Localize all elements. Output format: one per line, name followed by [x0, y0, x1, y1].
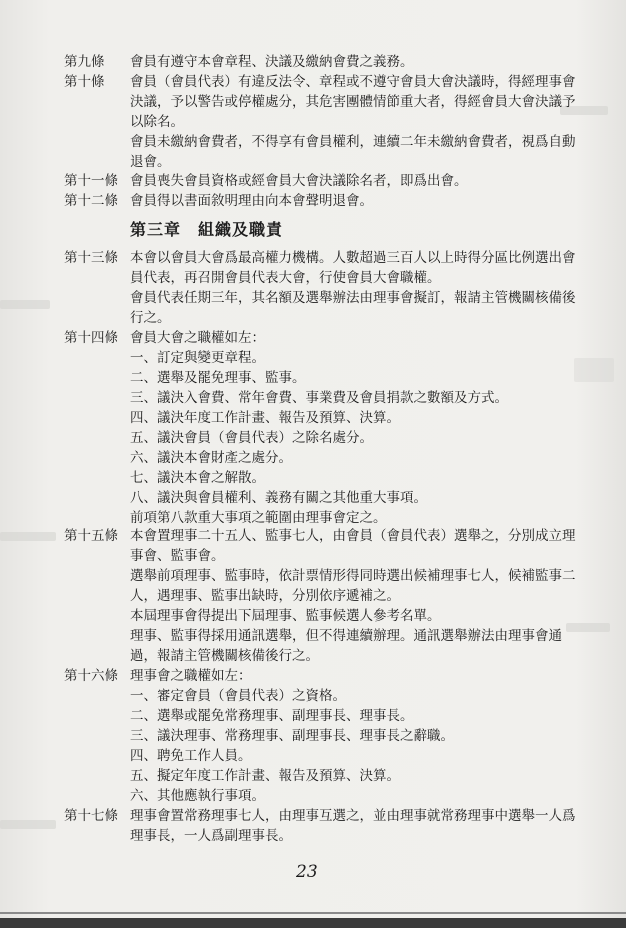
article-text: 會員喪失會員資格或經會員大會決議除名者，即爲出會。 [130, 173, 468, 189]
bleed-through-mark [0, 820, 56, 829]
article-text: 理事會置常務理事七人，由理事互選之，並由理事就常務理事中選舉一人爲理事長，一人爲副理事長。 [130, 808, 576, 844]
list-item: 八、議決與會員權利、義務有關之其他重大事項。 [130, 490, 427, 506]
list-item: 三、議決入會費、常年會費、事業費及會員捐款之數額及方式。 [130, 390, 508, 406]
article-9 [64, 52, 584, 72]
article-label: 第十二條 [64, 193, 118, 209]
page-number: 23 [296, 862, 318, 882]
article-11 [64, 171, 584, 191]
bleed-through-mark [0, 300, 50, 309]
article-label: 第十條 [64, 74, 105, 90]
article-text: 會員（會員代表）有違反法令、章程或不遵守會員大會決議時，得經理事會決議，予以警告或停權處分，其危害團體情節重大者，得經會員大會決議予以除名。 [130, 74, 576, 130]
article-text: 前項第八款重大事項之範圍由理事會定之。 [130, 510, 387, 526]
list-item: 二、選舉或罷免常務理事、副理事長、理事長。 [130, 708, 414, 724]
article-10 [64, 72, 584, 172]
list-item: 五、議決會員（會員代表）之除名處分。 [130, 430, 373, 446]
article-text: 選舉前項理事、監事時，依計票情形得同時選出候補理事七人，候補監事二人，遇理事、監事出缺時，分別依序遞補之。 [130, 568, 576, 604]
list-item: 七、議決本會之解散。 [130, 470, 265, 486]
page-bottom-rule [0, 912, 626, 914]
article-15 [64, 526, 584, 666]
list-item: 六、議決本會財產之處分。 [130, 450, 292, 466]
article-label: 第九條 [64, 54, 105, 70]
list-item: 二、選舉及罷免理事、監事。 [130, 370, 306, 386]
list-item: 四、聘免工作人員。 [130, 748, 252, 764]
article-text: 會員代表任期三年，其名額及選舉辦法由理事會擬訂，報請主管機關核備後行之。 [130, 290, 576, 326]
article-text: 本屆理事會得提出下屆理事、監事候選人參考名單。 [130, 608, 441, 624]
bleed-through-mark [0, 532, 56, 541]
list-item: 四、議決年度工作計畫、報告及預算、決算。 [130, 410, 400, 426]
list-item: 一、訂定與變更章程。 [130, 350, 265, 366]
chapter-heading: 第三章 組織及職責 [130, 220, 284, 239]
article-text: 會員有遵守本會章程、決議及繳納會費之義務。 [130, 54, 414, 70]
article-label: 第十五條 [64, 528, 118, 544]
article-label: 第十六條 [64, 668, 118, 684]
article-text: 會員大會之職權如左： [130, 330, 265, 346]
article-14 [64, 328, 584, 528]
article-text: 本會以會員大會爲最高權力機構。人數超過三百人以上時得分區比例選出會員代表，再召開會員代表大會，行使會員大會職權。 [130, 250, 576, 286]
article-label: 第十一條 [64, 173, 118, 189]
article-text: 會員得以書面敘明理由向本會聲明退會。 [130, 193, 373, 209]
list-item: 一、審定會員（會員代表）之資格。 [130, 688, 346, 704]
list-item: 五、擬定年度工作計畫、報告及預算、決算。 [130, 768, 400, 784]
article-text: 會員未繳納會費者，不得享有會員權利，連續二年未繳納會費者，視爲自動退會。 [130, 134, 576, 170]
scan-bottom-edge [0, 918, 626, 928]
article-16 [64, 666, 584, 806]
article-text: 本會置理事二十五人、監事七人，由會員（會員代表）選舉之，分別成立理事會、監事會。 [130, 528, 576, 564]
article-17 [64, 806, 584, 846]
list-item: 六、其他應執行事項。 [130, 788, 265, 804]
list-item: 三、議決理事、常務理事、副理事長、理事長之辭職。 [130, 728, 454, 744]
article-label: 第十四條 [64, 330, 118, 346]
article-12 [64, 191, 584, 211]
article-text: 理事會之職權如左： [130, 668, 252, 684]
article-label: 第十三條 [64, 250, 118, 266]
article-13 [64, 248, 584, 328]
article-text: 理事、監事得採用通訊選舉，但不得連續辦理。通訊選舉辦法由理事會通過，報請主管機關核備後行之。 [130, 628, 562, 664]
article-label: 第十七條 [64, 808, 118, 824]
